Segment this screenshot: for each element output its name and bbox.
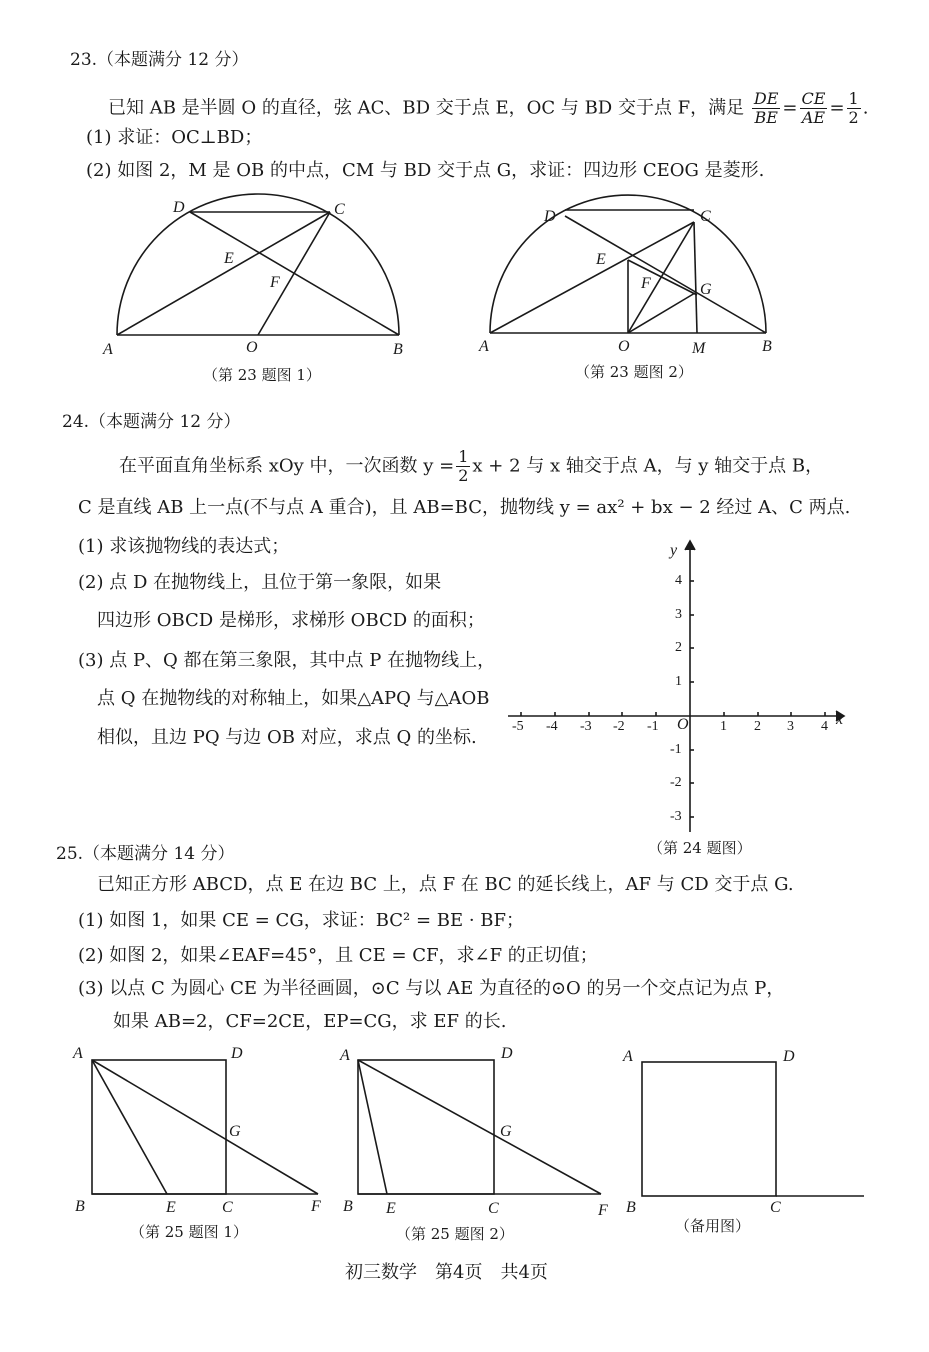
q23-part2: (2) 如图 2，M 是 OB 的中点，CM 与 BD 交于点 G，求证：四边形 CEOG 是菱形. (86, 160, 765, 181)
q25-fig3-caption: （备用图） (675, 1217, 751, 1235)
q23-eq1: = (782, 97, 798, 119)
q25f3-label-C: C (770, 1199, 781, 1216)
q25-heading: 25.（本题满分 14 分） (56, 844, 235, 864)
q25-fig2-caption: （第 25 题图 2） (396, 1225, 514, 1243)
q23-frac1: $\frac{DE}{BE}$ (753, 89, 779, 127)
q24-line1-b: x + 2 与 x 轴交于点 A，与 y 轴交于点 B， (472, 455, 824, 477)
q25-part3b: 如果 AB=2，CF=2CE，EP=CG，求 EF 的长. (113, 1011, 507, 1032)
q24-heading: 24.（本题满分 12 分） (62, 412, 241, 432)
q23-fig2-caption: （第 23 题图 2） (575, 363, 693, 381)
x-tick: -2 (613, 719, 625, 734)
q23f1-label-C: C (334, 201, 345, 218)
q23f1-label-A: A (103, 341, 113, 358)
q23f2-label-E: E (596, 251, 606, 268)
q23f2-label-B: B (762, 338, 772, 355)
q25f2-label-F: F (598, 1202, 608, 1219)
y-tick: 1 (675, 674, 682, 689)
y-tick: -2 (670, 775, 682, 790)
q25f1-label-C: C (222, 1199, 233, 1216)
q24-x-label: x (836, 711, 844, 728)
q25f1-label-B: B (75, 1198, 85, 1215)
q25-stem: 已知正方形 ABCD，点 E 在边 BC 上，点 F 在 BC 的延长线上，AF 与 CD 交于点 G. (97, 874, 794, 895)
q23-part1: (1) 求证：OC⊥BD； (86, 127, 263, 148)
fig2-ae (358, 1060, 387, 1194)
q23f1-label-D: D (173, 199, 185, 216)
x-tick: 4 (821, 719, 828, 734)
y-tick: 3 (675, 607, 682, 622)
x-tick: -3 (580, 719, 592, 734)
q23-eq2: = (829, 97, 845, 119)
q25f1-label-E: E (166, 1199, 176, 1216)
y-tick: -3 (670, 809, 682, 824)
q23f1-label-E: E (224, 250, 234, 267)
q25f2-label-E: E (386, 1200, 396, 1217)
q25f2-label-B: B (343, 1198, 353, 1215)
q23f1-label-F: F (270, 274, 280, 291)
q25f3-label-B: B (626, 1199, 636, 1216)
q24-origin-label: O (677, 716, 689, 733)
q25f1-label-A: A (73, 1045, 83, 1062)
q24-line1-a: 在平面直角坐标系 xOy 中，一次函数 y = (119, 455, 455, 477)
q25f1-label-G: G (229, 1123, 241, 1140)
x-tick: -4 (546, 719, 558, 734)
q23f1-label-B: B (393, 341, 403, 358)
x-tick: -5 (512, 719, 524, 734)
q23f2-label-A: A (479, 338, 489, 355)
q25f2-label-C: C (488, 1200, 499, 1217)
q24-y-label: y (670, 542, 678, 559)
page-footer: 初三数学 第4页 共4页 (345, 1262, 548, 1283)
x-tick: 2 (754, 719, 761, 734)
q23f2-label-O: O (618, 338, 630, 355)
q23f1-label-O: O (246, 339, 258, 356)
fig2-square (358, 1060, 494, 1194)
q24-frac: $\frac{1}{2}$ (458, 447, 469, 485)
q23f2-label-G: G (700, 281, 712, 298)
y-tick: 4 (675, 573, 682, 588)
q24-fig-caption: （第 24 题图） (648, 839, 752, 857)
q23f2-label-F: F (641, 275, 651, 292)
q25-part1: (1) 如图 1，如果 CE = CG，求证：BC² = BE · BF； (78, 910, 525, 931)
q24-line2: C 是直线 AB 上一点(不与点 A 重合)，且 AB=BC，抛物线 y = ax² + bx − 2 经过 A、C 两点. (78, 497, 851, 518)
q23f2-label-M: M (692, 340, 706, 357)
q25-part3a: (3) 以点 C 为圆心 CE 为半径画圆，⊙C 与以 AE 为直径的⊙O 的另一个交点记为点 P， (78, 978, 785, 999)
fig1-ae (92, 1060, 167, 1194)
q25f1-label-D: D (231, 1045, 243, 1062)
q24-part3c: 相似，且边 PQ 与边 OB 对应，求点 Q 的坐标. (97, 727, 477, 748)
q23f2-label-D: D (544, 208, 556, 225)
q23-end: . (862, 97, 869, 119)
fig3-square (642, 1062, 776, 1196)
x-tick: 1 (720, 719, 727, 734)
q25-fig1-caption: （第 25 题图 1） (130, 1223, 248, 1241)
q25f1-label-F: F (311, 1198, 321, 1215)
q23-frac2: $\frac{CE}{AE}$ (801, 89, 826, 127)
q25f2-label-D: D (501, 1045, 513, 1062)
q24-part1: (1) 求该抛物线的表达式； (78, 536, 290, 557)
q23f2-label-C: C (700, 208, 711, 225)
x-tick: -1 (647, 719, 659, 734)
q23-stem-text: 已知 AB 是半圆 O 的直径，弦 AC、BD 交于点 E，OC 与 BD 交于点 F，满足 (108, 97, 745, 119)
fig1-af (92, 1060, 318, 1194)
y-tick: -1 (670, 742, 682, 757)
q23-heading: 23.（本题满分 12 分） (70, 50, 249, 70)
q23-frac3: $\frac{1}{2}$ (848, 89, 859, 127)
q24-part2a: (2) 点 D 在抛物线上，且位于第一象限，如果 (78, 572, 442, 593)
q25f2-label-G: G (500, 1123, 512, 1140)
q25f2-label-A: A (340, 1047, 350, 1064)
q25f3-label-D: D (783, 1048, 795, 1065)
q25-part2: (2) 如图 2，如果∠EAF=45°，且 CE = CF，求∠F 的正切值； (78, 945, 598, 966)
fig2-af (358, 1060, 601, 1194)
q25f3-label-A: A (623, 1048, 633, 1065)
q24-part2b: 四边形 OBCD 是梯形，求梯形 OBCD 的面积； (97, 610, 485, 631)
q24-part3b: 点 Q 在抛物线的对称轴上，如果△APQ 与△AOB (97, 688, 490, 709)
q24-part3a: (3) 点 P、Q 都在第三象限，其中点 P 在抛物线上， (78, 650, 496, 671)
q23-fig1-caption: （第 23 题图 1） (203, 366, 321, 384)
y-tick: 2 (675, 640, 682, 655)
x-tick: 3 (787, 719, 794, 734)
